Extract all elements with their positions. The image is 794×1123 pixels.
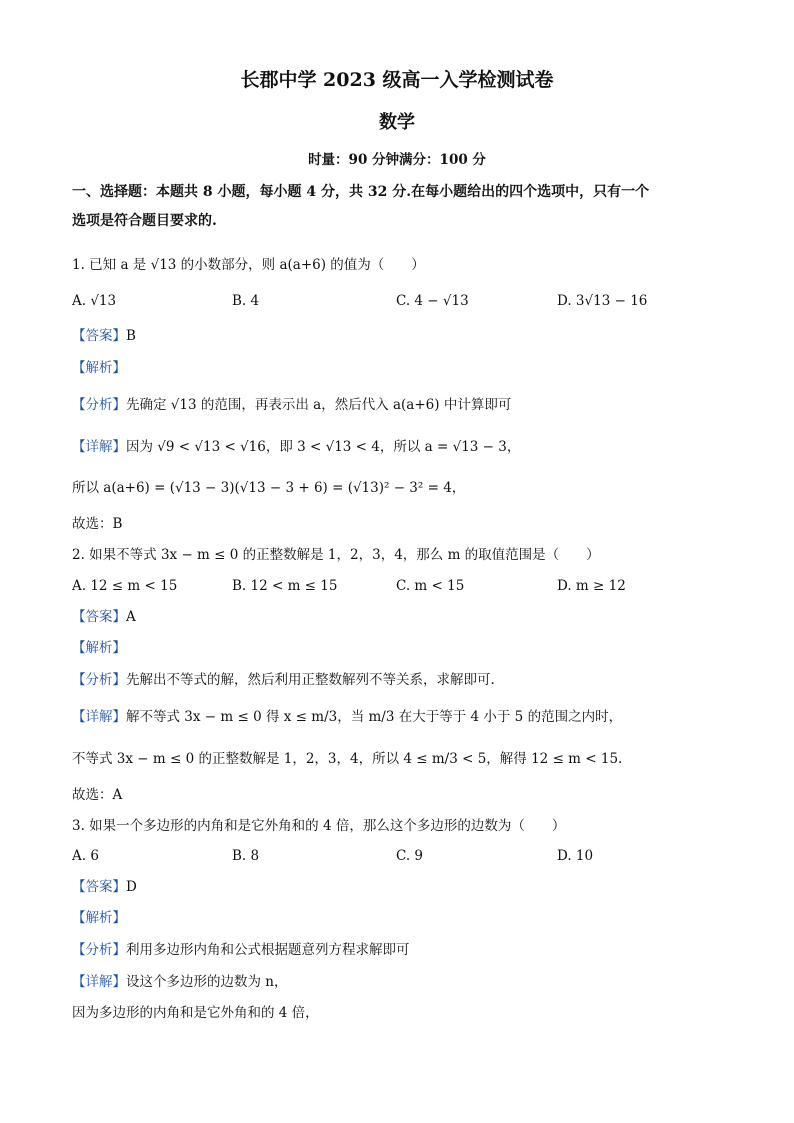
section-heading-line2: 选项是符合题目要求的. (72, 213, 217, 229)
q1-detail-line2: 所以 a(a+6) = (√13 − 3)(√13 − 3 + 6) = (√13)² − 3² = 4， (72, 480, 466, 496)
q1-option-a: A. √13 (72, 293, 117, 309)
q2-fenxi (72, 670, 495, 690)
q2-option-a: A. 12 ≤ m < 15 (72, 578, 178, 594)
answer-value: D (126, 879, 137, 895)
detail-text: 因为 √9 < √13 < √16，即 3 < √13 < 4，所以 a = √13 − 3， (126, 439, 521, 455)
q2-detail-line2: 不等式 3x − m ≤ 0 的正整数解是 1，2，3，4，所以 4 ≤ m/3 < 5，解得 12 ≤ m < 15. (72, 751, 623, 767)
answer-tag: 【答案】 (72, 879, 126, 895)
answer-tag: 【答案】 (72, 609, 126, 625)
q3-option-b: B. 8 (232, 848, 260, 864)
q3-fenxi (72, 940, 410, 960)
exam-title: 长郡中学 2023 级高一入学检测试卷 (240, 69, 554, 91)
section-heading-line1: 一、选择题：本题共 8 小题，每小题 4 分，共 32 分.在每小题给出的四个选项中，只有一个 (72, 184, 650, 200)
detail-tag: 【详解】 (72, 974, 126, 990)
fenxi-text: 先解出不等式的解，然后利用正整数解列不等关系，求解即可. (126, 672, 495, 688)
q3-answer (72, 877, 137, 897)
q1-fenxi (72, 395, 511, 415)
q3-detail-line1 (72, 972, 288, 992)
answer-value: A (126, 609, 136, 625)
q3-analysis-tag: 【解析】 (72, 910, 126, 926)
detail-text: 解不等式 3x − m ≤ 0 得 x ≤ m/3，当 m/3 在大于等于 4 小于 5 的范围之内时， (126, 709, 623, 725)
q3-option-a: A. 6 (72, 848, 99, 864)
answer-value: B (126, 328, 136, 344)
q2-option-d: D. m ≥ 12 (557, 578, 626, 594)
answer-tag: 【答案】 (72, 328, 126, 344)
fenxi-tag: 【分析】 (72, 397, 126, 413)
q1-stem: 1. 已知 a 是 √13 的小数部分，则 a(a+6) 的值为（ ） (72, 257, 425, 273)
q3-stem: 3. 如果一个多边形的内角和是它外角和的 4 倍，那么这个多边形的边数为（ ） (72, 818, 566, 834)
q2-detail-line1 (72, 707, 622, 727)
q2-analysis-tag: 【解析】 (72, 640, 126, 656)
q1-analysis-tag: 【解析】 (72, 360, 126, 376)
q1-option-b: B. 4 (232, 293, 260, 309)
q3-detail-line2: 因为多边形的内角和是它外角和的 4 倍， (72, 1005, 319, 1021)
q2-choose: 故选：A (72, 787, 123, 803)
fenxi-tag: 【分析】 (72, 672, 126, 688)
q1-detail-line1 (72, 437, 520, 457)
q1-option-c: C. 4 − √13 (396, 293, 469, 309)
q2-answer (72, 607, 136, 627)
fenxi-text: 利用多边形内角和公式根据题意列方程求解即可 (126, 942, 410, 958)
q1-choose: 故选：B (72, 516, 123, 532)
q2-option-c: C. m < 15 (396, 578, 465, 594)
time-info: 时量：90 分钟满分：100 分 (308, 152, 486, 168)
subject-title: 数学 (379, 112, 415, 133)
q1-answer (72, 326, 136, 346)
detail-text: 设这个多边形的边数为 n， (126, 974, 288, 990)
q3-option-d: D. 10 (557, 848, 594, 864)
detail-tag: 【详解】 (72, 709, 126, 725)
fenxi-tag: 【分析】 (72, 942, 126, 958)
detail-tag: 【详解】 (72, 439, 126, 455)
q2-stem: 2. 如果不等式 3x − m ≤ 0 的正整数解是 1，2，3，4，那么 m 的取值范围是（ ） (72, 547, 600, 563)
fenxi-text: 先确定 √13 的范围，再表示出 a，然后代入 a(a+6) 中计算即可 (126, 397, 512, 413)
q2-option-b: B. 12 < m ≤ 15 (232, 578, 338, 594)
q3-option-c: C. 9 (396, 848, 424, 864)
q1-option-d: D. 3√13 − 16 (557, 293, 648, 309)
